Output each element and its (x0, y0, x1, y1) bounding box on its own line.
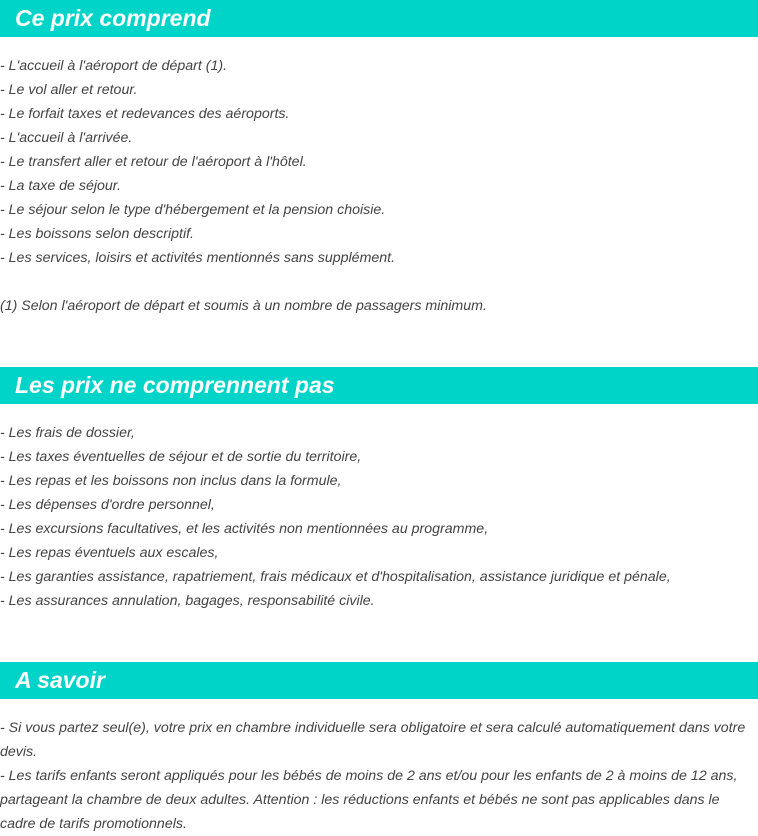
list-item: - Les assurances annulation, bagages, responsabilité civile. (0, 593, 375, 609)
list-item: - Les services, loisirs et activités mentionnés sans supplément. (0, 250, 396, 266)
list-item: - Le transfert aller et retour de l'aéroport à l'hôtel. (0, 154, 307, 170)
footnote: (1) Selon l'aéroport de départ et soumis à un nombre de passagers minimum. (0, 298, 487, 314)
list-item: - Le séjour selon le type d'hébergement et la pension choisie. (0, 202, 386, 218)
list-item: - Les boissons selon descriptif. (0, 226, 194, 242)
spacer (0, 270, 758, 294)
list-item: - Si vous partez seul(e), votre prix en chambre individuelle sera obligatoire et sera calculé automatiquement dans votre devis. (0, 720, 746, 760)
section-title: Ce prix comprend (0, 0, 758, 37)
list-item: - Les repas éventuels aux escales, (0, 545, 219, 561)
section-content (0, 404, 758, 613)
list-item: - L'accueil à l'arrivée. (0, 130, 133, 146)
section-price-excludes (0, 367, 758, 613)
list-item: - Le vol aller et retour. (0, 82, 138, 98)
list-item: - Les repas et les boissons non inclus dans la formule, (0, 473, 342, 489)
section-title: A savoir (0, 662, 758, 699)
list-item: - L'accueil à l'aéroport de départ (1). (0, 58, 228, 74)
list-item: - Les tarifs enfants seront appliqués pour les bébés de moins de 2 ans et/ou pour les enfants de 2 à moins de 12 ans, partageant la chambre de deux adultes. Attention : les réductions enfants et bébés ne sont pas applicables dans le cadre de tarifs promotionnels. (0, 768, 738, 832)
list-item: - La taxe de séjour. (0, 178, 121, 194)
list-item: - Les frais de dossier, (0, 425, 135, 441)
section-content (0, 699, 758, 836)
list-item: - Les garanties assistance, rapatriement, frais médicaux et d'hospitalisation, assistance juridique et pénale, (0, 569, 671, 585)
section-price-includes (0, 0, 758, 318)
section-good-to-know (0, 662, 758, 836)
section-content (0, 37, 758, 318)
list-item: - Les dépenses d'ordre personnel, (0, 497, 215, 513)
list-item: - Les taxes éventuelles de séjour et de sortie du territoire, (0, 449, 362, 465)
section-title: Les prix ne comprennent pas (0, 367, 758, 404)
list-item: - Le forfait taxes et redevances des aéroports. (0, 106, 290, 122)
list-item: - Les excursions facultatives, et les activités non mentionnées au programme, (0, 521, 489, 537)
